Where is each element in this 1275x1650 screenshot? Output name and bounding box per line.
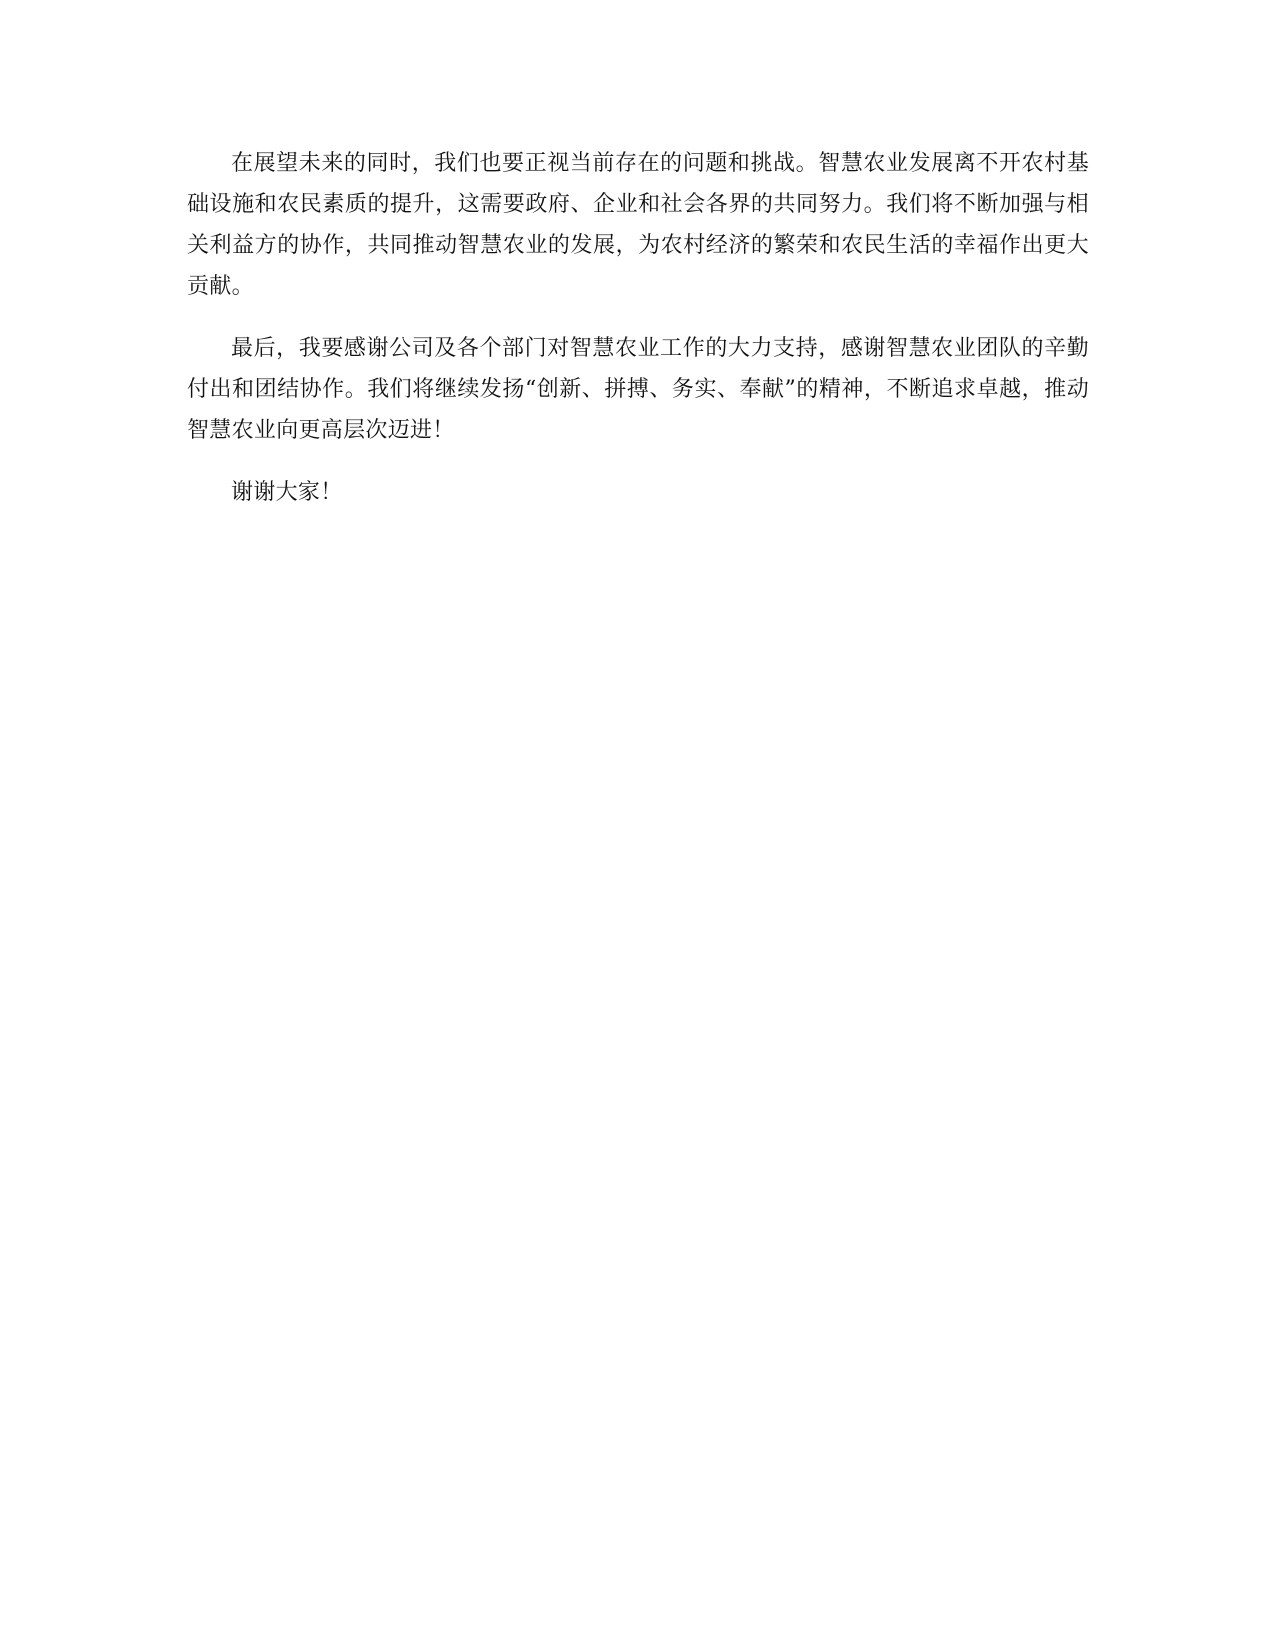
paragraph-challenges: 在展望未来的同时，我们也要正视当前存在的问题和挑战。智慧农业发展离不开农村基础设施和农民素质的提升，这需要政府、企业和社会各界的共同努力。我们将不断加强与相关利益方的协作，共同推动智慧农业的发展，为农村经济的繁荣和农民生活的幸福作出更大贡献。 (187, 151, 1089, 299)
document-body (187, 143, 1089, 534)
paragraph-thanks: 最后，我要感谢公司及各个部门对智慧农业工作的大力支持，感谢智慧农业团队的辛勤付出和团结协作。我们将继续发扬“创新、拼搏、务实、奉献”的精神，不断追求卓越，推动智慧农业向更高层次迈进！ (187, 336, 1089, 443)
paragraph-closing: 谢谢大家！ (231, 480, 343, 505)
